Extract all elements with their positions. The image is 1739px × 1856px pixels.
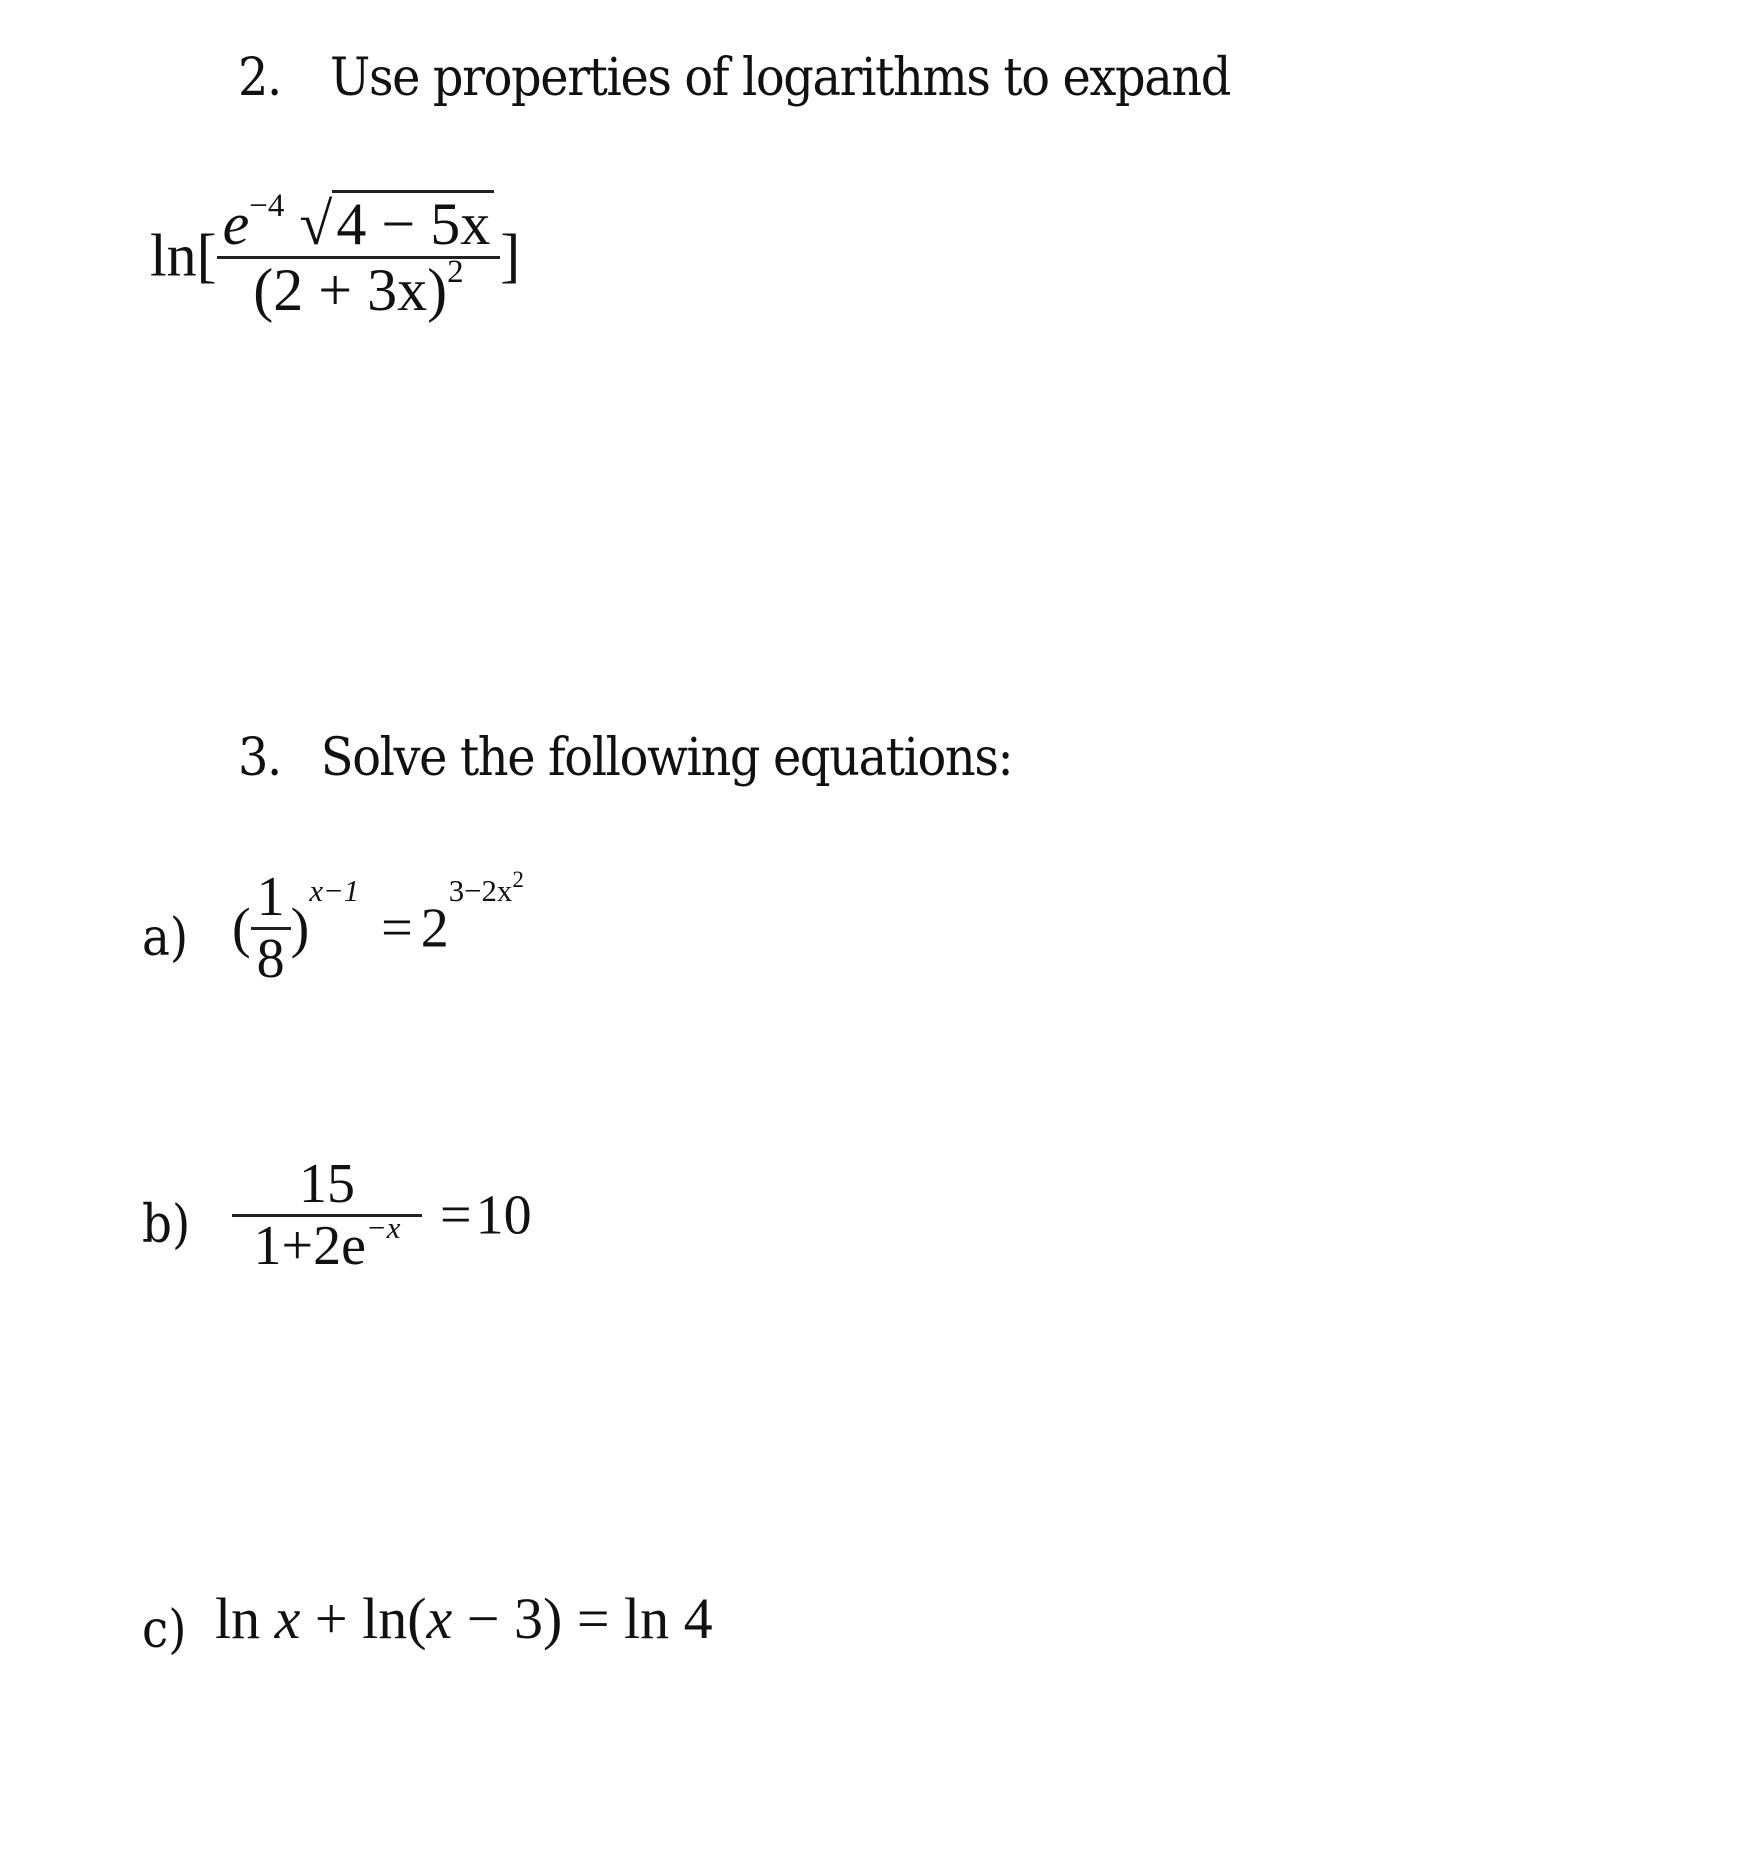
- part-b-label: b): [142, 1195, 191, 1255]
- lhs-exponent: x−1: [309, 874, 360, 909]
- rhs-value: 10: [475, 1184, 532, 1247]
- minus-three: − 3): [452, 1586, 563, 1651]
- fraction-numerator: [217, 187, 501, 257]
- equals-sign: =: [440, 1184, 472, 1247]
- problem-2-heading: [238, 48, 1230, 108]
- close-paren: ): [290, 897, 310, 960]
- rhs-base: 2: [420, 897, 449, 960]
- square-root: √4 − 5x: [299, 190, 494, 256]
- denominator-exponent: −x: [365, 1210, 401, 1245]
- problem-3-instruction: Solve the following equations:: [320, 728, 1013, 788]
- equals-sign: =: [576, 1586, 610, 1651]
- variable-x-2: x: [426, 1586, 453, 1651]
- numerator: 15: [299, 1153, 355, 1215]
- problem-2-number: 2.: [238, 48, 281, 108]
- rhs-ln-4: ln 4: [624, 1586, 713, 1651]
- rhs-exponent: [448, 866, 524, 909]
- part-a-label: a): [142, 908, 189, 968]
- ln-close-bracket: ]: [500, 222, 521, 289]
- denominator-exponent: 2: [447, 253, 464, 290]
- variable-x: x: [274, 1586, 301, 1651]
- fraction-denominator: [247, 253, 469, 323]
- ln-open-bracket: ln[: [150, 222, 217, 289]
- one-eighth-fraction: [251, 868, 291, 989]
- radicand: 4 − 5x: [332, 190, 494, 256]
- denominator: 8: [256, 927, 285, 990]
- plus-sign: +: [314, 1586, 348, 1651]
- e-exponent: −4: [249, 187, 285, 224]
- equation-a: [232, 868, 524, 989]
- equation-b: [232, 1155, 532, 1276]
- logistic-fraction: [232, 1155, 422, 1276]
- problem-3-number: 3.: [238, 728, 281, 788]
- rhs-exponent-power: 2: [512, 866, 524, 893]
- ln-term-2: ln(: [362, 1586, 427, 1651]
- open-paren: (: [232, 897, 251, 960]
- ln-term-1: ln: [215, 1586, 261, 1651]
- denominator-text: 1+2e: [253, 1214, 366, 1277]
- log-fraction: [217, 187, 501, 323]
- denominator: [248, 1210, 407, 1277]
- numerator: 1: [256, 866, 285, 928]
- denominator-base: (2 + 3x): [253, 257, 448, 323]
- e-base: e: [222, 191, 250, 257]
- problem-3-heading: [238, 728, 1012, 788]
- part-c-label: c): [142, 1600, 187, 1660]
- equation-c: [215, 1585, 713, 1652]
- log-expression: [150, 187, 521, 323]
- rhs-exponent-text: 3−2x: [448, 874, 513, 909]
- equals-sign: =: [381, 897, 413, 960]
- problem-2-instruction: Use properties of logarithms to expand: [330, 48, 1231, 108]
